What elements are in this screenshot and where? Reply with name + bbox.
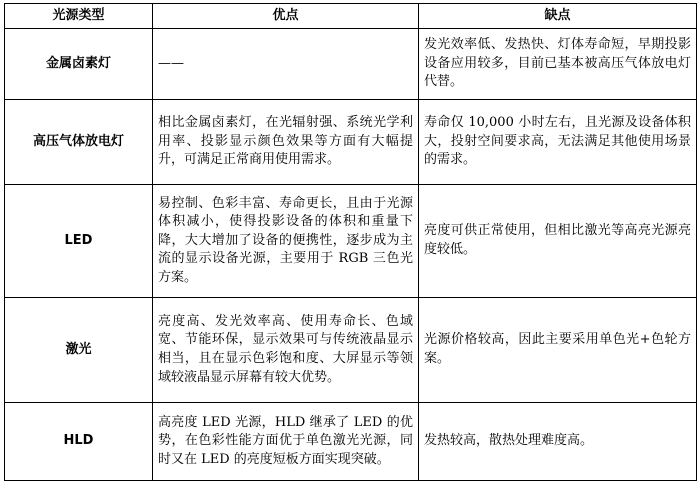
table-row [5,100,697,185]
light-source-type-cell: 高压气体放电灯 [5,100,153,185]
header-light-source-type: 光源类型 [5,4,153,29]
header-disadvantages: 缺点 [419,4,697,29]
advantages-cell: 易控制、色彩丰富、寿命更长，且由于光源体积减小，使得投影设备的体积和重量下降，大大增加了设备的便携性，逐步成为主流的显示设备光源，主要用于 RGB 三色光方案。 [153,185,419,298]
advantages-cell: 亮度高、发光效率高、使用寿命长、色域宽、节能环保，显示效果可与传统液晶显示相当，且在显示色彩饱和度、大屏显示等领域较液晶显示屏幕有较大优势。 [153,298,419,403]
table-header-row [5,4,697,29]
advantages-cell: 相比金属卤素灯，在光辐射强、系统光学利用率、投影显示颜色效果等方面有大幅提升，可满足正常商用使用需求。 [153,100,419,185]
disadvantages-cell: 亮度可供正常使用，但相比激光等高亮光源亮度较低。 [419,185,697,298]
advantages-cell: —— [153,29,419,100]
disadvantages-cell: 发光效率低、发热快、灯体寿命短，早期投影设备应用较多，目前已基本被高压气体放电灯代替。 [419,29,697,100]
table-row [5,185,697,298]
light-source-type-cell: 金属卤素灯 [5,29,153,100]
disadvantages-cell: 光源价格较高，因此主要采用单色光+色轮方案。 [419,298,697,403]
disadvantages-cell: 寿命仅 10,000 小时左右，且光源及设备体积大，投射空间要求高，无法满足其他使用场景的需求。 [419,100,697,185]
light-source-type-cell: LED [5,185,153,298]
table-row [5,298,697,403]
disadvantages-cell: 发热较高，散热处理难度高。 [419,403,697,481]
advantages-cell: 高亮度 LED 光源，HLD 继承了 LED 的优势，在色彩性能方面优于单色激光光源，同时又在 LED 的亮度短板方面实现突破。 [153,403,419,481]
table-row [5,29,697,100]
light-source-comparison-table [4,3,697,481]
light-source-type-cell: HLD [5,403,153,481]
light-source-type-cell: 激光 [5,298,153,403]
header-advantages: 优点 [153,4,419,29]
